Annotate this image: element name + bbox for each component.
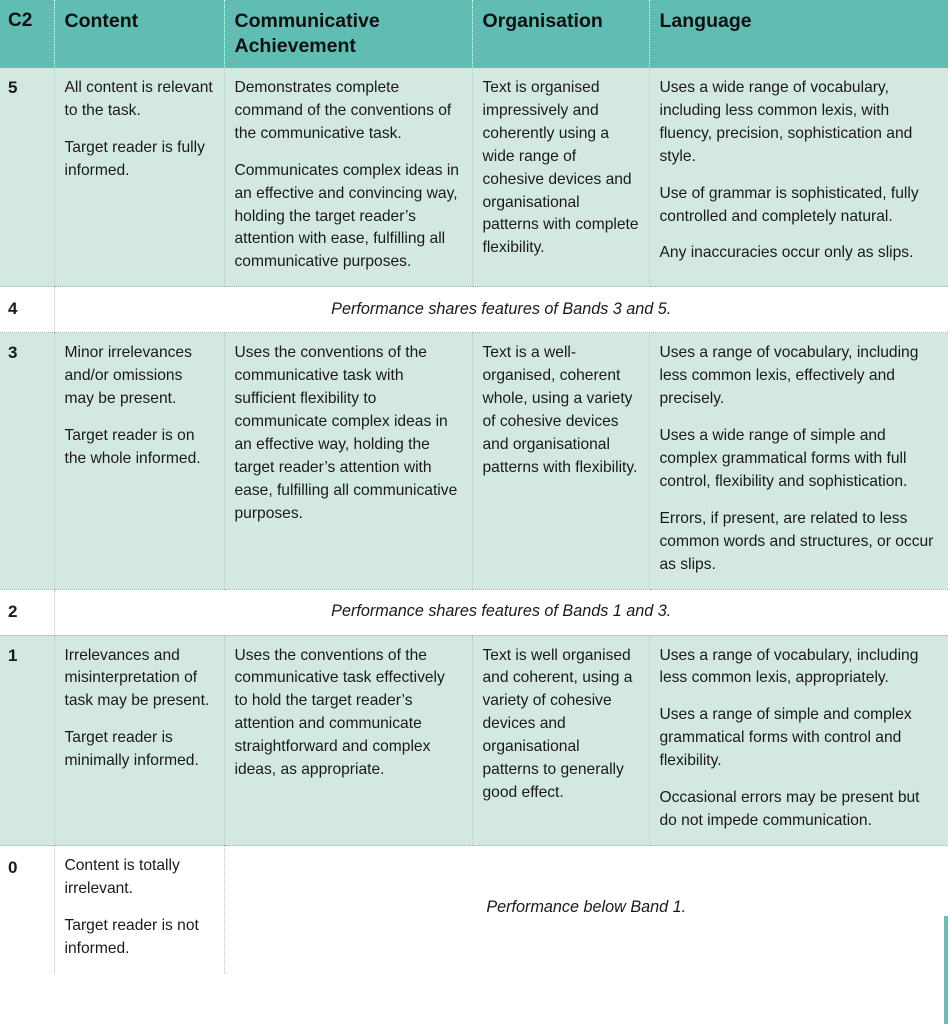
- cell-organisation: [472, 333, 649, 589]
- descriptor-paragraph: Uses the conventions of the communicative task with sufficient flexibility to communicate complex ideas in an effective way, holding the target reader’s attention with ease, fulfilling all communicative purposes.: [234, 344, 458, 522]
- below-band-note: Performance below Band 1.: [224, 846, 948, 973]
- descriptor-paragraph: Target reader is not informed.: [64, 916, 199, 957]
- cell-language: [649, 333, 948, 589]
- shared-band-note: Performance shares features of Bands 1 and 3.: [54, 589, 948, 635]
- cell-organisation: [472, 68, 649, 287]
- descriptor-paragraph: Target reader is on the whole informed.: [64, 427, 201, 467]
- descriptor-paragraph: Use of grammar is sophisticated, fully controlled and completely natural.: [659, 184, 919, 225]
- descriptor-paragraph: Minor irrelevances and/or omissions may be present.: [64, 344, 192, 408]
- descriptor-paragraph: Uses a range of simple and complex grammatical forms with control and flexibility.: [659, 706, 912, 770]
- cell-organisation: [472, 635, 649, 845]
- table-row: [0, 635, 948, 845]
- descriptor-paragraph: All content is relevant to the task.: [64, 78, 213, 119]
- cell-communicative-achievement: [224, 68, 472, 287]
- table-header: [0, 0, 948, 68]
- shared-band-note: Performance shares features of Bands 3 and 5.: [54, 287, 948, 333]
- table-row: [0, 333, 948, 589]
- header-row: [0, 0, 948, 68]
- descriptor-paragraph: Uses a range of vocabulary, including less common lexis, effectively and precisely.: [659, 344, 919, 408]
- descriptor-paragraph: Uses a wide range of vocabulary, including less common lexis, with fluency, precision, sophistication and style.: [659, 78, 913, 165]
- band-number-cell: 0: [0, 846, 54, 973]
- descriptor-paragraph: Demonstrates complete command of the conventions of the communicative task.: [234, 78, 452, 142]
- column-header-language: Language: [649, 0, 948, 68]
- column-header-content: Content: [54, 0, 224, 68]
- descriptor-paragraph: Occasional errors may be present but do not impede communication.: [659, 789, 920, 830]
- scroll-edge-indicator[interactable]: [944, 916, 948, 1024]
- descriptor-paragraph: Text is well organised and coherent, using a variety of cohesive devices and organisational patterns to generally good effect.: [482, 646, 633, 802]
- descriptor-paragraph: Text is a well-organised, coherent whole, using a variety of cohesive devices and organisational patterns with flexibility.: [482, 344, 638, 476]
- descriptor-paragraph: Target reader is fully informed.: [64, 138, 205, 179]
- descriptor-paragraph: Communicates complex ideas in an effective and convincing way, holding the target reader’s attention with ease, fulfilling all communicative purposes.: [234, 161, 459, 271]
- band-number-cell: 3: [0, 333, 54, 589]
- descriptor-paragraph: Uses a range of vocabulary, including less common lexis, appropriately.: [659, 646, 919, 687]
- cell-language: [649, 68, 948, 287]
- cell-content: [54, 846, 224, 973]
- cell-communicative-achievement: [224, 635, 472, 845]
- column-header-organisation: Organisation: [472, 0, 649, 68]
- descriptor-paragraph: Errors, if present, are related to less common words and structures, or occur as slips.: [659, 509, 934, 573]
- descriptor-paragraph: Target reader is minimally informed.: [64, 729, 199, 770]
- cell-content: [54, 333, 224, 589]
- column-header-band: C2: [0, 0, 54, 68]
- cell-language: [649, 635, 948, 845]
- table-row: [0, 589, 948, 635]
- descriptor-paragraph: Content is totally irrelevant.: [64, 857, 180, 897]
- table-row: [0, 846, 948, 973]
- band-number-cell: 4: [0, 287, 54, 333]
- cell-content: [54, 68, 224, 287]
- cell-communicative-achievement: [224, 333, 472, 589]
- cell-content: [54, 635, 224, 845]
- table-row: [0, 287, 948, 333]
- band-number-cell: 5: [0, 68, 54, 287]
- band-number-cell: 1: [0, 635, 54, 845]
- table-row: [0, 68, 948, 287]
- descriptor-paragraph: Irrelevances and misinterpretation of task may be present.: [64, 646, 210, 710]
- column-header-communicative-achievement: Communicative Achievement: [224, 0, 472, 68]
- descriptor-paragraph: Any inaccuracies occur only as slips.: [659, 244, 914, 262]
- table-body: [0, 68, 948, 973]
- descriptor-paragraph: Uses the conventions of the communicative task effectively to hold the target reader’s attention and communicate straightforward and complex ideas, as appropriate.: [234, 646, 445, 779]
- descriptor-paragraph: Uses a wide range of simple and complex grammatical forms with full control, flexibility and sophistication.: [659, 427, 908, 490]
- descriptor-paragraph: Text is organised impressively and coherently using a wide range of cohesive devices and organisational patterns with complete flexibility.: [482, 78, 639, 257]
- band-number-cell: 2: [0, 589, 54, 635]
